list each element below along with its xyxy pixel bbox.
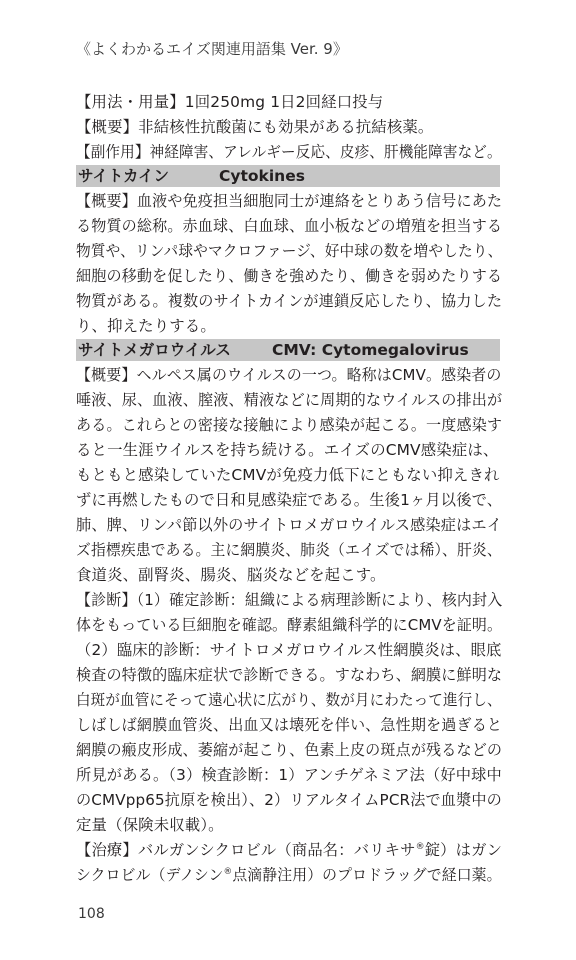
body-line: ある。これらとの密接な接触により感染が起こる。一度感染す xyxy=(76,416,503,434)
intro-line: 【概要】非結核性抗酸菌にも効果がある抗結核薬。 xyxy=(76,118,434,136)
body-line: シクロビル（デノシン®点滴静注用）のプロドラッグで経口薬。 xyxy=(76,866,502,884)
body-line: 体をもっている巨細胞を確認。酵素組織科学的にCMVを証明。 xyxy=(76,616,503,634)
body-line: しばしば網膜血管炎、出血又は壊死を伴い、急性期を過ぎると xyxy=(76,716,503,734)
body-line: のCMVpp65抗原を検出）、2）リアルタイムPCR法で血漿中の xyxy=(76,791,502,809)
body-line: もともと感染していたCMVが免疫力低下にともない抑えきれ xyxy=(76,466,500,484)
running-header: 《よくわかるエイズ関連用語集 Ver. 9》 xyxy=(76,40,348,58)
body-line: 【概要】血液や免疫担当細胞同士が連絡をとりあう信号にあた xyxy=(76,192,503,210)
body-line: 所見がある。（3）検査診断：1）アンチゲネミア法（好中球中 xyxy=(76,766,502,784)
body-line: 肺、脾、リンパ節以外のサイトロメガロウイルス感染症はエイ xyxy=(76,516,503,534)
body-line: 物質や、リンパ球やマクロファージ、好中球の数を増やしたり、 xyxy=(76,242,503,260)
body-line: （2）臨床的診断：サイトロメガロウイルス性網膜炎は、眼底 xyxy=(76,641,502,659)
body-line: 【概要】ヘルペス属のウイルスの一つ。略称はCMV。感染者の xyxy=(76,366,502,384)
term-heading-cytokines xyxy=(76,165,500,187)
body-line: ずに再燃したもので日和見感染症である。生後1ヶ月以後で、 xyxy=(76,491,503,509)
term-en: CMV: Cytomegalovirus xyxy=(272,341,469,359)
body-line: 白斑が血管にそって遠心状に広がり、数が月にわたって進行し、 xyxy=(76,691,502,709)
body-line: 定量（保険未収載）。 xyxy=(76,816,224,834)
page-number: 108 xyxy=(78,906,105,922)
body-line: 【治療】バルガンシクロビル（商品名：バリキサ®錠）はガン xyxy=(76,841,503,859)
term-ja: サイトカイン xyxy=(78,167,169,185)
body-line: 網膜の瘢皮形成、萎縮が起こり、色素上皮の斑点が残るなどの xyxy=(76,741,503,759)
intro-line: 【副作用】神経障害、アレルギー反応、皮疹、肝機能障害など。 xyxy=(76,143,502,161)
intro-line: 【用法・用量】1回250mg 1日2回経口投与 xyxy=(76,93,384,111)
term-en: Cytokines xyxy=(219,167,305,185)
body-line: 検査の特徴的臨床症状で診断できる。すなわち、網膜に鮮明な xyxy=(76,666,503,684)
body-line: る物質の総称。赤血球、白血球、血小板などの増殖を担当する xyxy=(76,217,503,235)
body-line: 食道炎、副腎炎、腸炎、脳炎などを起こす。 xyxy=(76,566,386,584)
body-line: ズ指標疾患である。主に網膜炎、肺炎（エイズでは稀）、肝炎、 xyxy=(76,541,502,559)
body-line: 【診断】（1）確定診断：組織による病理診断により、核内封入 xyxy=(76,591,503,609)
body-line: 細胞の移動を促したり、働きを強めたり、働きを弱めたりする xyxy=(76,267,503,285)
body-line: 唾液、尿、血液、膣液、精液などに周期的なウイルスの排出が xyxy=(76,391,503,409)
body-line: ると一生涯ウイルスを持ち続ける。エイズのCMV感染症は、 xyxy=(76,441,499,459)
term-heading-cmv xyxy=(76,339,500,361)
term-ja: サイトメガロウイルス xyxy=(78,341,231,359)
body-line: 物質がある。複数のサイトカインが連鎖反応したり、協力した xyxy=(76,292,503,310)
body-line: り、抑えたりする。 xyxy=(76,317,216,335)
